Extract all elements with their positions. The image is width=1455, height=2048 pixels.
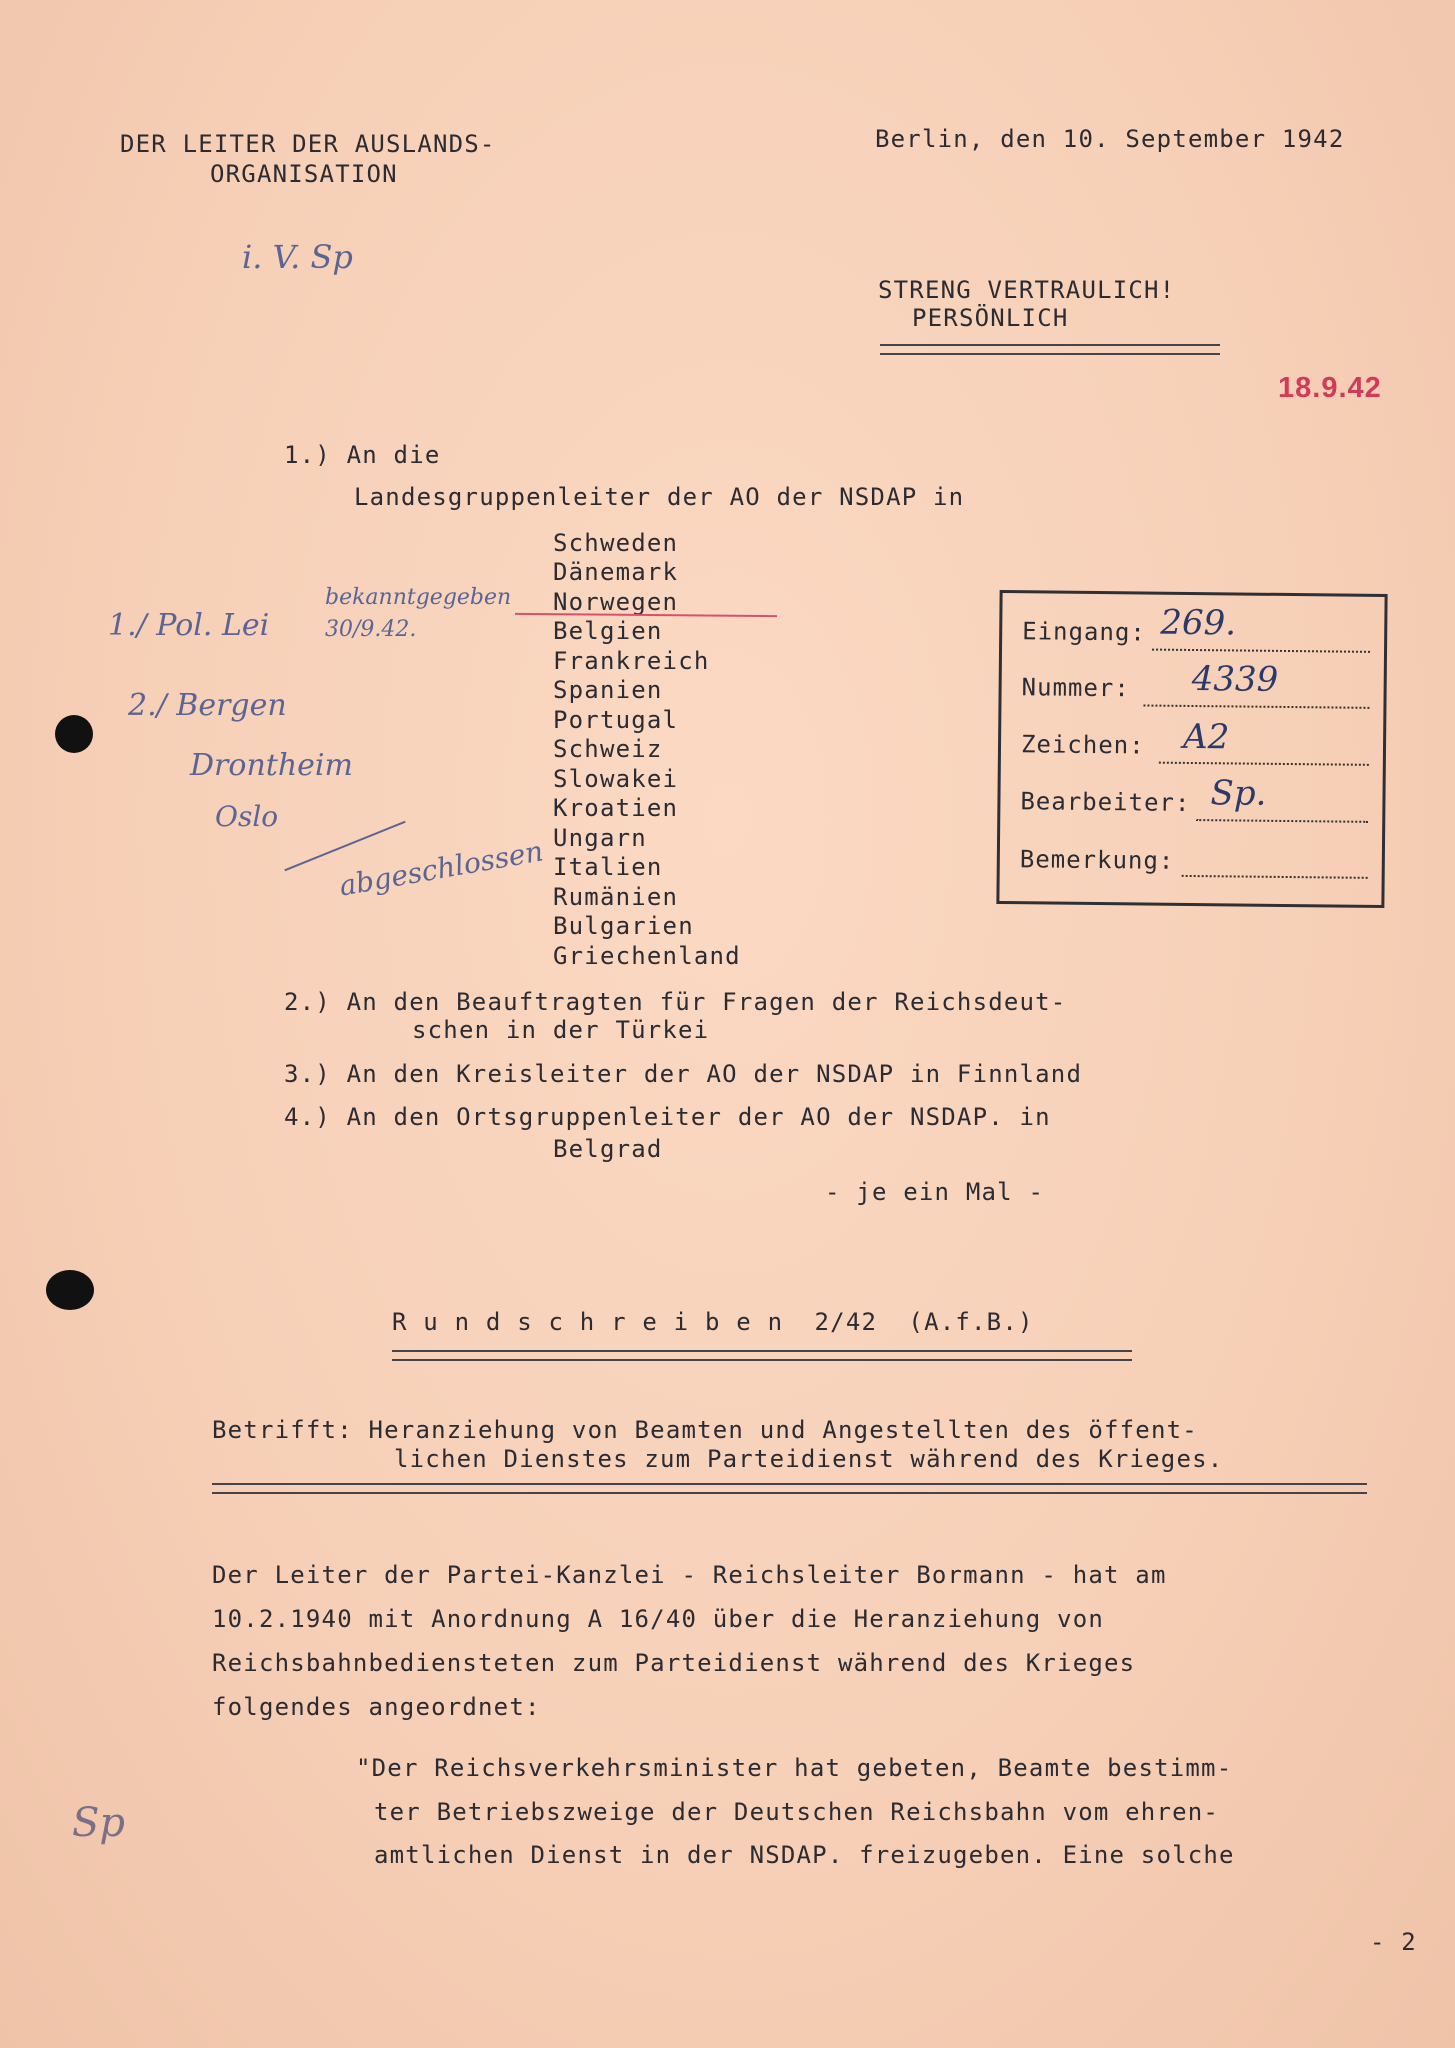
subject-line-2: lichen Dienstes zum Parteidienst während des Krieges.	[394, 1445, 1224, 1473]
handwritten-note-1: 1./ Pol. Lei	[108, 608, 270, 643]
stamp-line	[1196, 819, 1368, 823]
body-line: Reichsbahnbediensteten zum Parteidienst während des Krieges	[212, 1649, 1136, 1677]
country-item: Portugal	[553, 706, 679, 734]
country-item: Kroatien	[553, 794, 679, 822]
handwritten-note-date: bekanntgegeben 30/9.42.	[325, 585, 512, 642]
recipient-4-line-2: Belgrad	[553, 1135, 663, 1163]
country-item: Schweiz	[553, 735, 663, 763]
stamp-value-nummer: 4339	[1191, 658, 1279, 700]
handwritten-note-2: 2./ Bergen	[128, 688, 287, 723]
confidential-line-1: STRENG VERTRAULICH!	[878, 276, 1176, 304]
handwritten-note-3: Drontheim	[190, 748, 353, 783]
stamp-value-eingang: 269.	[1160, 602, 1237, 644]
quote-line: "Der Reichsverkehrsminister hat gebeten, Beamte bestimm-	[356, 1754, 1233, 1782]
stamp-line	[1159, 762, 1369, 766]
stamp-label-bemerkung: Bemerkung:	[1019, 845, 1175, 875]
confidential-line-2: PERSÖNLICH	[912, 304, 1069, 332]
country-item: Spanien	[553, 676, 663, 704]
circular-title-underline	[392, 1350, 1132, 1361]
country-item: Bulgarien	[553, 912, 694, 940]
punch-hole-top	[55, 715, 93, 753]
stamp-label-zeichen: Zeichen:	[1020, 730, 1145, 760]
stamp-value-zeichen: A2	[1182, 716, 1230, 758]
received-date-stamp: 18.9.42	[1278, 372, 1382, 404]
country-item: Ungarn	[553, 824, 647, 852]
quote-line: ter Betriebszweige der Deutschen Reichsbahn vom ehren-	[374, 1798, 1220, 1826]
recipient-4-line-1: 4.) An den Ortsgruppenleiter der AO der NSDAP. in	[284, 1103, 1051, 1131]
country-item: Griechenland	[553, 942, 741, 970]
recipient-1-line-1: 1.) An die	[284, 441, 441, 469]
country-item: Norwegen	[553, 588, 679, 616]
country-item: Frankreich	[553, 647, 710, 675]
country-item: Belgien	[553, 617, 663, 645]
handwritten-initials: i. V. Sp	[242, 238, 353, 276]
stamp-label-eingang: Eingang:	[1022, 617, 1146, 647]
body-line: Der Leiter der Partei-Kanzlei - Reichsleiter Bormann - hat am	[212, 1561, 1167, 1589]
confidential-underline	[880, 344, 1220, 355]
office-line-2: ORGANISATION	[210, 160, 398, 188]
handwritten-note-5: abgeschlossen	[336, 834, 546, 903]
stamp-label-bearbeiter: Bearbeiter:	[1020, 787, 1191, 817]
recipient-1-line-2: Landesgruppenleiter der AO der NSDAP in	[354, 483, 965, 511]
country-item: Rumänien	[553, 883, 679, 911]
country-item: Schweden	[553, 529, 679, 557]
country-item: Italien	[553, 853, 663, 881]
body-line: 10.2.1940 mit Anordnung A 16/40 über die Heranziehung von	[212, 1605, 1105, 1633]
recipient-3: 3.) An den Kreisleiter der AO der NSDAP in Finnland	[284, 1060, 1083, 1088]
stamp-value-bearbeiter: Sp.	[1210, 773, 1267, 814]
stamp-line	[1152, 649, 1370, 653]
stamp-line	[1143, 704, 1369, 708]
quote-line: amtlichen Dienst in der NSDAP. freizugeben. Eine solche	[374, 1841, 1235, 1869]
handwritten-note-4: Oslo	[215, 800, 279, 833]
office-line-1: DER LEITER DER AUSLANDS-	[120, 130, 496, 158]
copies-note: - je ein Mal -	[825, 1178, 1045, 1206]
recipient-2-line-1: 2.) An den Beauftragten für Fragen der Reichsdeut-	[284, 988, 1067, 1016]
subject-line-1: Betrifft: Heranziehung von Beamten und Angestellten des öffent-	[212, 1416, 1198, 1444]
country-item: Dänemark	[553, 558, 679, 586]
body-line: folgendes angeordnet:	[212, 1693, 541, 1721]
punch-hole-bottom	[46, 1270, 94, 1310]
page-continuation-marker: - 2	[1370, 1928, 1417, 1956]
stamp-label-nummer: Nummer:	[1021, 673, 1130, 703]
handwritten-margin-initial: Sp	[72, 1800, 126, 1846]
subject-underline	[212, 1483, 1367, 1494]
country-item: Slowakei	[553, 765, 679, 793]
recipient-2-line-2: schen in der Türkei	[412, 1016, 710, 1044]
circular-title: R u n d s c h r e i b e n 2/42 (A.f.B.)	[392, 1308, 1034, 1336]
receipt-stamp	[996, 590, 1387, 908]
stamp-line	[1182, 875, 1368, 879]
place-date: Berlin, den 10. September 1942	[875, 125, 1345, 153]
